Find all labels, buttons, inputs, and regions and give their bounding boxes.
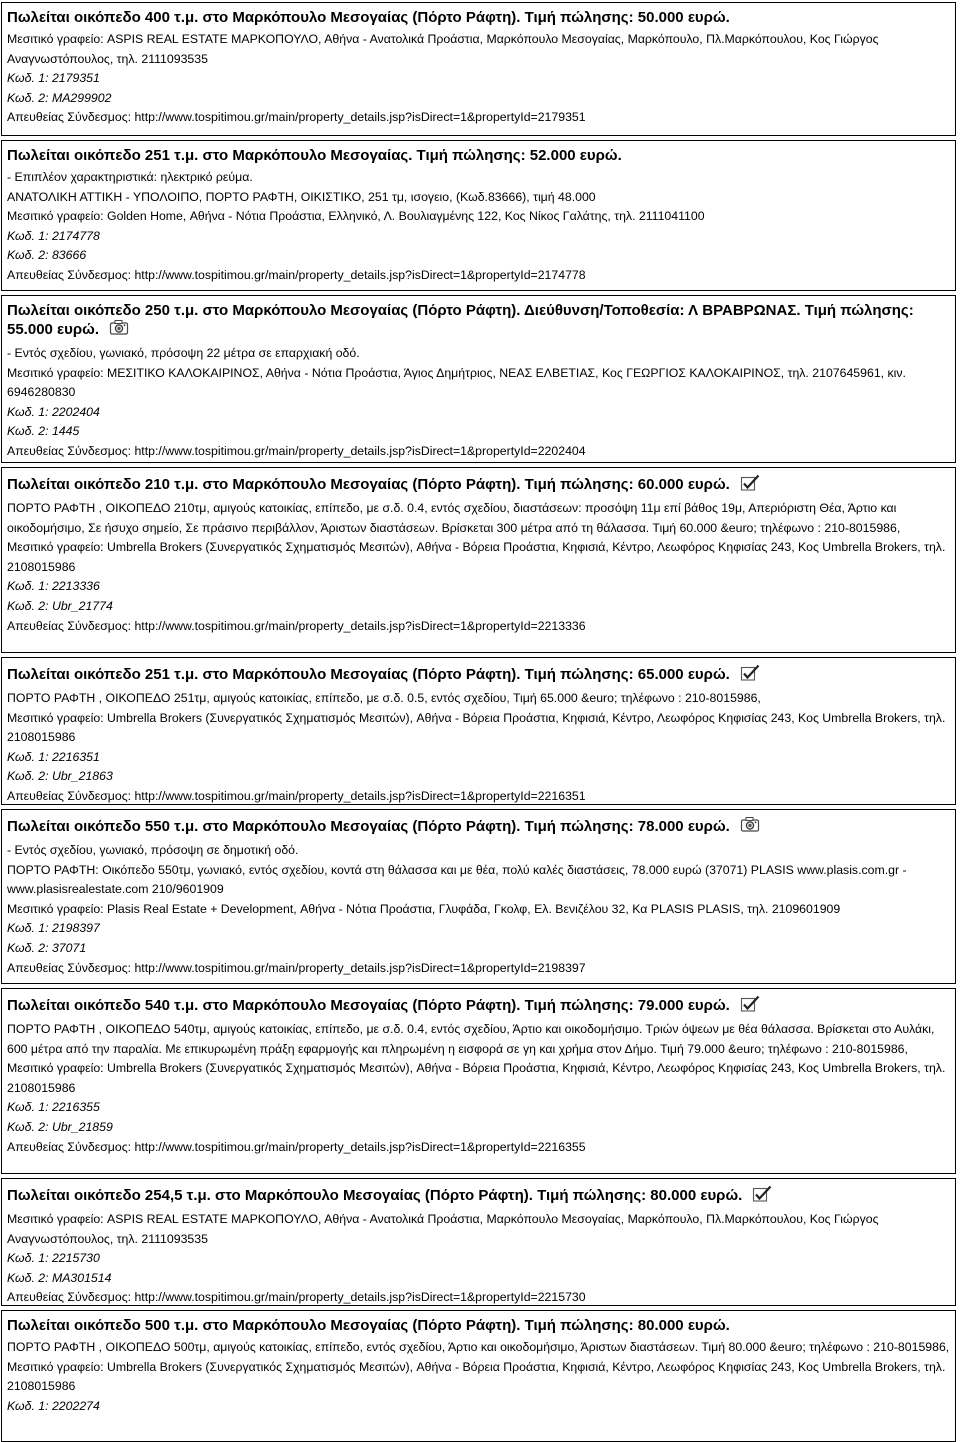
- listing-direct-link[interactable]: Απευθείας Σύνδεσμος: http://www.tospitimou.gr/main/property_details.jsp?isDirect=1&propertyId=2174778: [7, 267, 586, 282]
- listing-direct-link[interactable]: Απευθείας Σύνδεσμος: http://www.tospitimou.gr/main/property_details.jsp?isDirect=1&propertyId=2179351: [7, 110, 586, 125]
- camera-icon: [109, 319, 129, 340]
- listing-description-line: Μεσιτικό γραφείο: ΜΕΣΙΤΙΚΟ ΚΑΛΟΚΑΙΡΙΝΟΣ, Αθήνα - Νότια Προάστια, Άγιος Δημήτριος, ΝΕΑΣ ΕΛΒΕΤΙΑΣ, Κος ΓΕΩΡΓΙΟΣ ΚΑΛΟΚΑΙΡΙΝΟΣ, τηλ. 2107645961, κιν. 6946280830: [7, 365, 906, 400]
- listing-title: [7, 147, 950, 164]
- listing-title-text: Πωλείται οικόπεδο 251 τ.μ. στο Μαρκόπουλο Μεσογαίας (Πόρτο Ράφτη). Τιμή πώλησης: 65.000 ευρώ.: [7, 666, 730, 683]
- listing-description-line: Μεσιτικό γραφείο: Golden Home, Αθήνα - Νότια Προάστια, Ελληνικό, Λ. Βουλιαγμένης 122, Κος Νίκος Γαλάτης, τηλ. 2111041100: [7, 209, 705, 224]
- listing-direct-link[interactable]: Απευθείας Σύνδεσμος: http://www.tospitimou.gr/main/property_details.jsp?isDirect=1&propertyId=2198397: [7, 960, 586, 975]
- listing-code-2: Κωδ. 2: Ubr_21859: [7, 1119, 113, 1134]
- camera-icon: [740, 816, 760, 837]
- listing-description-line: Μεσιτικό γραφείο: Umbrella Brokers (Συνεργατικός Σχηματισμός Μεσιτών), Αθήνα - Βόρεια Προάστια, Κηφισιά, Κέντρο, Λεωφόρος Κηφισίας 243, Κος Umbrella Brokers, τηλ. 2108015986: [7, 710, 946, 745]
- listing-code-1: Κωδ. 1: 2174778: [7, 228, 100, 243]
- listing-code-1: Κωδ. 1: 2216355: [7, 1100, 100, 1115]
- listing-code-2: Κωδ. 2: 37071: [7, 940, 87, 955]
- listing-code-1: Κωδ. 1: 2202404: [7, 404, 100, 419]
- listing-code-1: Κωδ. 1: 2216351: [7, 749, 100, 764]
- listing-title: [7, 302, 950, 340]
- listing-item: [1, 657, 956, 805]
- listing-description-line: ΠΟΡΤΟ ΡΑΦΤΗ , ΟΙΚΟΠΕΔΟ 540τμ, αμιγούς κατοικίας, επίπεδο, με σ.δ. 0.4, εντός σχεδίου, Άρτιο και οικοδομήσιμο. Τριών όψεων με θέα θάλασσα. Βρίσκεται στο Αυλάκι, 600 μέτρα από την παραλία. Με επικυρωμένη πράξη εφαρμογής και πληρωμένη η εισφορά σε γη και χρήμα στον Δήμο. Τιμή 79.000 &euro; τηλέφωνο : 210-8015986,: [7, 1022, 935, 1056]
- listing-description-line: ΠΟΡΤΟ ΡΑΦΤΗ , ΟΙΚΟΠΕΔΟ 210τμ, αμιγούς κατοικίας, επίπεδο, με σ.δ. 0.4, εντός σχεδίου, διαστάσεων: προσόψη 11μ επί βάθος 19μ, Απεριόριστη Θέα, Άρτιο και οικοδομήσιμο, Σε ήσυχο σημείο, Σε πράσινο περιβάλλον, Άριστων διαστάσεων. Βρίσκεται 300 μέτρα από τη θάλασσα. Τιμή 60.000 &euro; τηλέφωνο : 210-8015986,: [7, 501, 901, 535]
- listing-title: [7, 474, 950, 495]
- listing-item: [1, 140, 956, 291]
- listing-title-text: Πωλείται οικόπεδο 254,5 τ.μ. στο Μαρκόπουλο Μεσογαίας (Πόρτο Ράφτη). Τιμή πώλησης: 80.000 ευρώ.: [7, 1187, 743, 1204]
- listing-description-line: Μεσιτικό γραφείο: ASPIS REAL ESTATE ΜΑΡΚΟΠΟΥΛΟ, Αθήνα - Ανατολικά Προάστια, Μαρκόπουλο Μεσογαίας, Μαρκόπουλο, Πλ.Μαρκόπουλου, Κος Γιώργος Αναγνωστόπουλος, τηλ. 2111093535: [7, 1212, 879, 1246]
- listing-code-1: Κωδ. 1: 2213336: [7, 579, 100, 594]
- listing-description-line: Μεσιτικό γραφείο: Umbrella Brokers (Συνεργατικός Σχηματισμός Μεσιτών), Αθήνα - Βόρεια Προάστια, Κηφισιά, Κέντρο, Λεωφόρος Κηφισίας 243, Κος Umbrella Brokers, τηλ. 2108015986: [7, 1359, 946, 1394]
- listing-description-line: - Επιπλέον χαρακτηριστικά: ηλεκτρικό ρεύμα.: [7, 170, 253, 184]
- listing-description-line: ΑΝΑΤΟΛΙΚΗ ΑΤΤΙΚΗ - ΥΠΟΛΟΙΠΟ, ΠΟΡΤΟ ΡΑΦΤΗ, ΟΙΚΙΣΤΙΚΟ, 251 τμ, ισογειο, (Κωδ.83666), τιμή 48.000: [7, 189, 596, 204]
- listing-description-line: Μεσιτικό γραφείο: Plasis Real Estate + Development, Αθήνα - Νότια Προάστια, Γλυφάδα, Γκολφ, Ελ. Βενιζέλου 32, Κα PLASIS PLASIS, τηλ. 2109601909: [7, 901, 841, 916]
- listing-description-line: - Εντός σχεδίου, γωνιακό, πρόσοψη 22 μέτρα σε επαρχιακή οδό.: [7, 346, 360, 360]
- listing-title: [7, 816, 950, 837]
- listing-description-line: ΠΟΡΤΟ ΡΑΦΤΗ: Οικόπεδο 550τμ, γωνιακό, εντός σχεδίου, κοντά στη θάλασσα και με θέα, πολύ καλές διαστάσεις, 78.000 ευρώ (37071) PLASIS www.plasis.com.gr - www.plasisrealestate.com 210/9601909: [7, 862, 907, 897]
- listing-title-text: Πωλείται οικόπεδο 251 τ.μ. στο Μαρκόπουλο Μεσογαίας. Τιμή πώλησης: 52.000 ευρώ.: [7, 147, 622, 164]
- listing-item: [1, 2, 956, 136]
- listing-title-text: Πωλείται οικόπεδο 250 τ.μ. στο Μαρκόπουλο Μεσογαίας (Πόρτο Ράφτη). Διεύθυνση/Τοποθεσία: Λ ΒΡΑΒΡΩΝΑΣ. Τιμή πώλησης: 55.000 ευρώ.: [7, 302, 914, 338]
- listing-title: [7, 1185, 950, 1206]
- listing-title-text: Πωλείται οικόπεδο 500 τ.μ. στο Μαρκόπουλο Μεσογαίας (Πόρτο Ράφτη). Τιμή πώλησης: 80.000 ευρώ.: [7, 1317, 730, 1334]
- listing-code-2: Κωδ. 2: Ubr_21774: [7, 598, 113, 613]
- listing-direct-link[interactable]: Απευθείας Σύνδεσμος: http://www.tospitimou.gr/main/property_details.jsp?isDirect=1&propertyId=2213336: [7, 618, 586, 633]
- listing-code-1: Κωδ. 1: 2179351: [7, 71, 100, 86]
- listing-description-line: ΠΟΡΤΟ ΡΑΦΤΗ , ΟΙΚΟΠΕΔΟ 251τμ, αμιγούς κατοικίας, επίπεδο, με σ.δ. 0.5, εντός σχεδίου, Τιμή 65.000 &euro; τηλέφωνο : 210-8015986,: [7, 691, 761, 705]
- checkmark-icon: [740, 664, 760, 685]
- checkmark-icon: [740, 474, 760, 495]
- listing-code-1: Κωδ. 1: 2202274: [7, 1398, 100, 1413]
- checkmark-icon: [740, 995, 760, 1016]
- listing-direct-link[interactable]: Απευθείας Σύνδεσμος: http://www.tospitimou.gr/main/property_details.jsp?isDirect=1&propertyId=2216351: [7, 788, 586, 803]
- listing-code-2: Κωδ. 2: Ubr_21863: [7, 769, 113, 784]
- listing-code-2: Κωδ. 2: MA299902: [7, 90, 112, 105]
- listing-description-line: - Εντός σχεδίου, γωνιακό, πρόσοψη σε δημοτική οδό.: [7, 843, 299, 857]
- listing-item: [1, 809, 956, 984]
- listing-title: [7, 995, 950, 1016]
- listing-direct-link[interactable]: Απευθείας Σύνδεσμος: http://www.tospitimou.gr/main/property_details.jsp?isDirect=1&propertyId=2216355: [7, 1139, 586, 1154]
- listing-item: [1, 1310, 956, 1442]
- listing-item: [1, 1178, 956, 1306]
- listing-item: [1, 295, 956, 463]
- listing-description-line: Μεσιτικό γραφείο: ASPIS REAL ESTATE ΜΑΡΚΟΠΟΥΛΟ, Αθήνα - Ανατολικά Προάστια, Μαρκόπουλο Μεσογαίας, Μαρκόπουλο, Πλ.Μαρκόπουλου, Κος Γιώργος Αναγνωστόπουλος, τηλ. 2111093535: [7, 32, 879, 66]
- listing-title: [7, 9, 950, 26]
- checkmark-icon: [752, 1185, 772, 1206]
- listing-title-text: Πωλείται οικόπεδο 540 τ.μ. στο Μαρκόπουλο Μεσογαίας (Πόρτο Ράφτη). Τιμή πώλησης: 79.000 ευρώ.: [7, 997, 730, 1014]
- listing-direct-link[interactable]: Απευθείας Σύνδεσμος: http://www.tospitimou.gr/main/property_details.jsp?isDirect=1&propertyId=2202404: [7, 443, 586, 458]
- listing-title: [7, 664, 950, 685]
- listing-description-line: ΠΟΡΤΟ ΡΑΦΤΗ , ΟΙΚΟΠΕΔΟ 500τμ, αμιγούς κατοικίας, επίπεδο, εντός σχεδίου, Άρτιο και οικοδομήσιμο, Άριστων διαστάσεων. Τιμή 80.000 &euro; τηλέφωνο : 210-8015986,: [7, 1340, 950, 1354]
- listing-code-2: Κωδ. 2: MA301514: [7, 1270, 112, 1285]
- listing-code-2: Κωδ. 2: 1445: [7, 424, 80, 439]
- listing-title-text: Πωλείται οικόπεδο 210 τ.μ. στο Μαρκόπουλο Μεσογαίας (Πόρτο Ράφτη). Τιμή πώλησης: 60.000 ευρώ.: [7, 476, 730, 493]
- listing-code-1: Κωδ. 1: 2198397: [7, 921, 100, 936]
- listing-code-1: Κωδ. 1: 2215730: [7, 1251, 100, 1266]
- listing-title-text: Πωλείται οικόπεδο 400 τ.μ. στο Μαρκόπουλο Μεσογαίας (Πόρτο Ράφτη). Τιμή πώλησης: 50.000 ευρώ.: [7, 9, 730, 26]
- listing-title-text: Πωλείται οικόπεδο 550 τ.μ. στο Μαρκόπουλο Μεσογαίας (Πόρτο Ράφτη). Τιμή πώλησης: 78.000 ευρώ.: [7, 818, 730, 835]
- listing-direct-link[interactable]: Απευθείας Σύνδεσμος: http://www.tospitimou.gr/main/property_details.jsp?isDirect=1&propertyId=2215730: [7, 1290, 586, 1305]
- listing-code-2: Κωδ. 2: 83666: [7, 248, 87, 263]
- listing-description-line: Μεσιτικό γραφείο: Umbrella Brokers (Συνεργατικός Σχηματισμός Μεσιτών), Αθήνα - Βόρεια Προάστια, Κηφισιά, Κέντρο, Λεωφόρος Κηφισίας 243, Κος Umbrella Brokers, τηλ. 2108015986: [7, 1061, 946, 1095]
- listing-title: [7, 1317, 950, 1334]
- listing-description-line: Μεσιτικό γραφείο: Umbrella Brokers (Συνεργατικός Σχηματισμός Μεσιτών), Αθήνα - Βόρεια Προάστια, Κηφισιά, Κέντρο, Λεωφόρος Κηφισίας 243, Κος Umbrella Brokers, τηλ. 2108015986: [7, 540, 946, 574]
- listing-item: [1, 467, 956, 653]
- listing-item: [1, 988, 956, 1174]
